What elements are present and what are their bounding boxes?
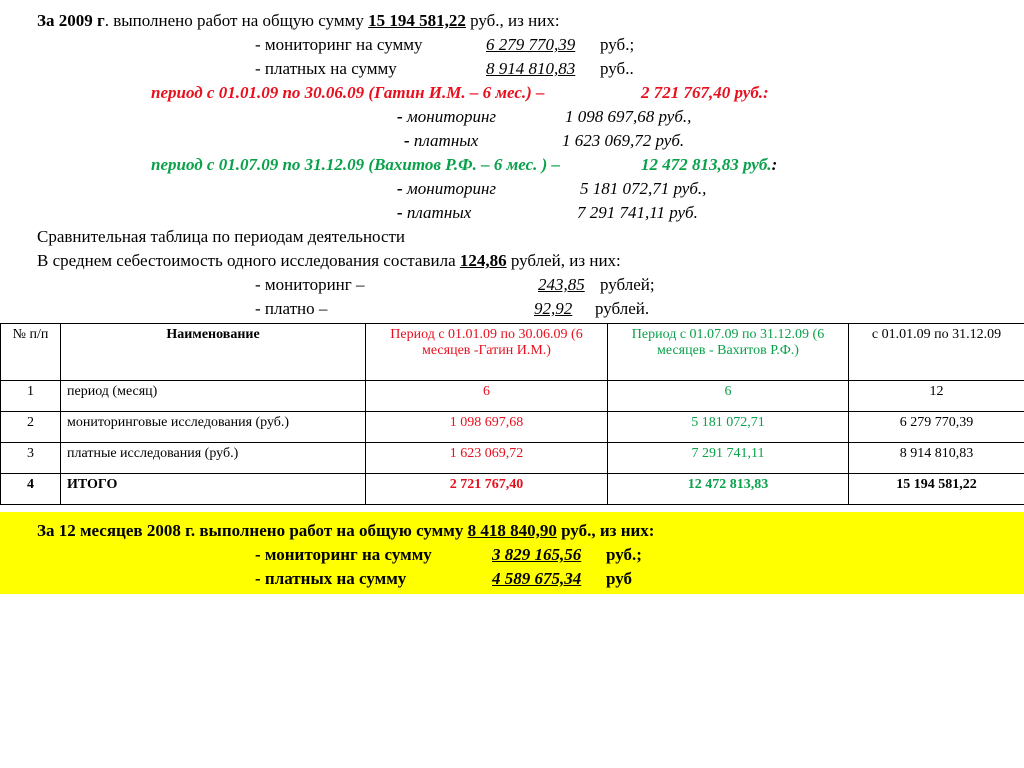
header-total: с 01.01.09 по 31.12.09	[849, 324, 1024, 381]
intro-paid-unit: руб..	[600, 59, 634, 78]
intro-year: За 2009 г	[37, 11, 105, 30]
period2-monitoring-label: мониторинг	[406, 179, 497, 198]
period2-paid-value: 7 291 741,11 руб.	[577, 203, 698, 222]
table-row	[1, 412, 1024, 443]
cell-num: 4	[1, 474, 61, 505]
period1-amount: 2 721 767,40 руб.:	[641, 83, 769, 102]
cell-total: 15 194 581,22	[849, 474, 1024, 505]
cell-total: 6 279 770,39	[849, 412, 1024, 443]
avg-monitoring-unit: рублей;	[600, 275, 655, 294]
cell-num: 1	[1, 381, 61, 412]
summary-2008-paid-label: - платных на сумму	[255, 569, 407, 588]
cell-period1: 6	[366, 381, 608, 412]
table-row-total	[1, 474, 1024, 505]
period1-heading	[151, 82, 545, 104]
period1-paid-label: платных	[413, 131, 479, 150]
intro-total: 15 194 581,22	[368, 11, 466, 30]
cell-name: ИТОГО	[61, 474, 366, 505]
cell-period1: 1 623 069,72	[366, 443, 608, 474]
summary-2008-tail: руб., из них:	[556, 521, 655, 540]
avg-cost-tail: рублей, из них:	[506, 251, 621, 270]
period1-paid: - платных	[404, 131, 479, 150]
table-header-row	[1, 324, 1024, 381]
cell-total: 8 914 810,83	[849, 443, 1024, 474]
intro-text: . выполнено работ на общую сумму	[104, 11, 369, 30]
cell-total: 12	[849, 381, 1024, 412]
intro-paid-label: - платных на сумму	[255, 59, 397, 78]
header-name: Наименование	[61, 324, 366, 381]
intro-paid-value: 8 914 810,83	[486, 59, 576, 78]
cell-name: период (месяц)	[61, 381, 366, 412]
period2-amount-tail: :	[771, 155, 778, 174]
period1-monitoring-label: мониторинг	[406, 107, 497, 126]
period2-amount: 12 472 813,83 руб.	[641, 155, 772, 174]
cell-num: 3	[1, 443, 61, 474]
cell-period1: 2 721 767,40	[366, 474, 608, 505]
comparison-table	[0, 323, 1024, 505]
summary-2008-text: За 12 месяцев 2008 г. выполнено работ на общую сумму	[37, 521, 468, 540]
avg-cost-text: В среднем себестоимость одного исследования составила	[37, 251, 460, 270]
period1-monitoring: - мониторинг	[397, 107, 497, 126]
cell-period2: 7 291 741,11	[608, 443, 849, 474]
period2-monitoring: - мониторинг	[397, 179, 497, 198]
summary-2008-box	[0, 512, 1024, 594]
intro-line	[37, 10, 560, 32]
table-row	[1, 443, 1024, 474]
cell-period2: 5 181 072,71	[608, 412, 849, 443]
cell-period2: 12 472 813,83	[608, 474, 849, 505]
summary-2008-monitoring-label: - мониторинг на сумму	[255, 545, 432, 564]
intro-monitoring-value: 6 279 770,39	[486, 35, 576, 54]
avg-paid-value: 92,92	[534, 299, 573, 318]
avg-monitoring-label: - мониторинг –	[255, 275, 365, 294]
header-num: № п/п	[1, 324, 61, 381]
intro-text-end: руб., из них:	[465, 11, 560, 30]
avg-paid-label: - платно –	[255, 299, 328, 318]
intro-monitoring-label: - мониторинг на сумму	[255, 35, 423, 54]
period2-amount-line	[641, 154, 777, 176]
intro-monitoring-line	[255, 34, 423, 56]
cell-period1: 1 098 697,68	[366, 412, 608, 443]
period2-heading	[151, 154, 560, 176]
comparison-title: Сравнительная таблица по периодам деятельности	[37, 227, 406, 246]
header-period1: Период с 01.01.09 по 30.06.09 (6 месяцев -Гатин И.М.)	[366, 324, 608, 381]
cell-num: 2	[1, 412, 61, 443]
avg-monitoring-value: 243,85	[538, 275, 585, 294]
period1-paid-value: 1 623 069,72 руб.	[562, 131, 685, 150]
summary-2008-total: 8 418 840,90	[467, 521, 557, 540]
avg-cost-line	[37, 250, 621, 272]
avg-paid-unit: рублей.	[595, 299, 650, 318]
cell-name: мониторинговые исследования (руб.)	[61, 412, 366, 443]
intro-monitoring-unit: руб.;	[600, 35, 635, 54]
summary-2008-paid-unit: руб	[606, 569, 633, 588]
cell-period2: 6	[608, 381, 849, 412]
table-row	[1, 381, 1024, 412]
cell-name: платные исследования (руб.)	[61, 443, 366, 474]
period2-monitoring-value: 5 181 072,71 руб.,	[580, 179, 707, 198]
period2-heading-text: период с 01.07.09 по 31.12.09 (Вахитов Р.Ф. – 6 мес. ) –	[151, 155, 561, 174]
header-period2: Период с 01.07.09 по 31.12.09 (6 месяцев - Вахитов Р.Ф.)	[608, 324, 849, 381]
summary-2008-monitoring-value: 3 829 165,56	[492, 545, 582, 564]
summary-2008-line	[37, 520, 654, 542]
period2-paid-label: платных	[406, 203, 472, 222]
avg-cost-value: 124,86	[459, 251, 507, 270]
period1-monitoring-value: 1 098 697,68 руб.,	[565, 107, 692, 126]
summary-2008-monitoring-unit: руб.;	[606, 545, 642, 564]
period2-paid: - платных	[397, 203, 472, 222]
summary-2008-paid-value: 4 589 675,34	[492, 569, 582, 588]
period1-heading-text: период с 01.01.09 по 30.06.09 (Гатин И.М. – 6 мес.) –	[151, 83, 545, 102]
